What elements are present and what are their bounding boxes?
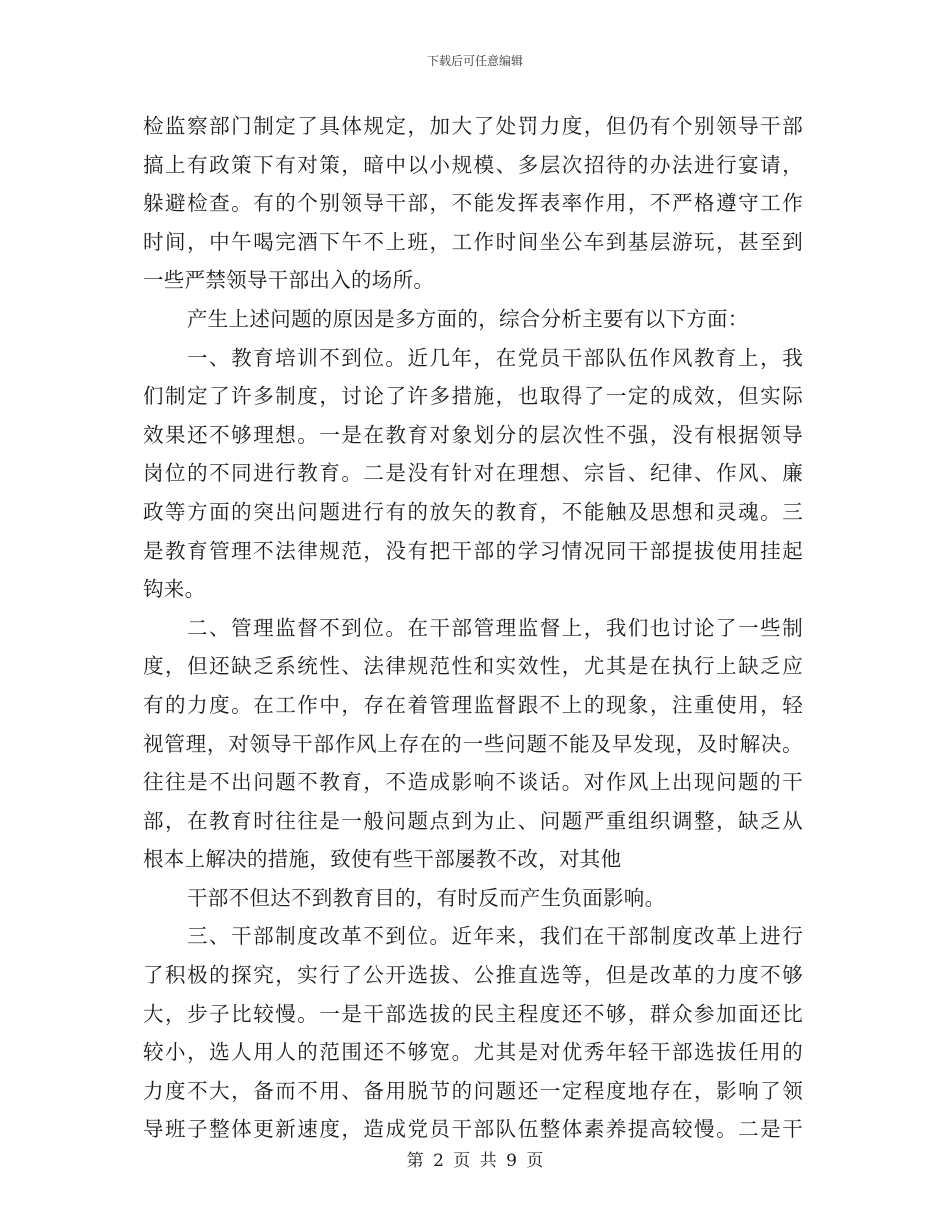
- text-line: 是教育管理不法律规范，没有把干部的学习情况同干部提拔使用挂起: [143, 538, 803, 563]
- text-line: 钩来。: [143, 577, 206, 602]
- text-line: 视管理，对领导干部作风上存在的一些问题不能及早发现，及时解决。: [143, 731, 803, 756]
- text-line: 部，在教育时往往是一般问题点到为止、问题严重组织调整，缺乏从: [143, 808, 803, 833]
- text-line: 一、教育培训不到位。近几年，在党员干部队伍作风教育上，我: [187, 345, 803, 370]
- text-line: 效果还不够理想。一是在教育对象划分的层次性不强，没有根据领导: [143, 422, 803, 447]
- document-body: [143, 107, 803, 1149]
- text-line: 度，但还缺乏系统性、法律规范性和实效性，尤其是在执行上缺乏应: [143, 654, 803, 679]
- text-line: 搞上有政策下有对策，暗中以小规模、多层次招待的办法进行宴请，: [143, 152, 803, 177]
- text-line: 一些严禁领导干部出入的场所。: [143, 268, 435, 293]
- text-line: 检监察部门制定了具体规定，加大了处罚力度，但仍有个别领导干部: [143, 114, 803, 138]
- text-line: 往往是不出问题不教育，不造成影响不谈话。对作风上出现问题的干: [143, 770, 803, 795]
- text-line: 产生上述问题的原因是多方面的，综合分析主要有以下方面：: [187, 306, 749, 331]
- text-line: 岗位的不同进行教育。二是没有针对在理想、宗旨、纪律、作风、廉: [143, 461, 803, 486]
- text-line: 大，步子比较慢。一是干部选拔的民主程度还不够，群众参加面还比: [143, 1001, 803, 1026]
- text-line: 有的力度。在工作中，存在着管理监督跟不上的现象，注重使用，轻: [143, 692, 803, 717]
- text-line: 三、干部制度改革不到位。近年来，我们在干部制度改革上进行: [187, 924, 803, 949]
- text-line: 力度不大，备而不用、备用脱节的问题还一定程度地存在，影响了领: [143, 1078, 803, 1103]
- text-line: 们制定了许多制度，讨论了许多措施，也取得了一定的成效，但实际: [143, 384, 803, 409]
- text-line: 了积极的探究，实行了公开选拔、公推直选等，但是改革的力度不够: [143, 963, 803, 988]
- text-line: 根本上解决的措施，致使有些干部屡教不改，对其他: [143, 847, 622, 872]
- page-number: 第 2 页 共 9 页: [406, 1151, 544, 1171]
- text-line: 政等方面的突出问题进行有的放矢的教育，不能触及思想和灵魂。三: [143, 499, 803, 524]
- text-line: 干部不但达不到教育目的，有时反而产生负面影响。: [187, 885, 666, 910]
- text-line: 二、管理监督不到位。在干部管理监督上，我们也讨论了一些制: [187, 615, 803, 640]
- text-line: 躲避检查。有的个别领导干部，不能发挥表率作用，不严格遵守工作: [143, 191, 803, 216]
- text-line: 时间，中午喝完酒下午不上班，工作时间坐公车到基层游玩，甚至到: [143, 229, 803, 254]
- text-line: 较小，选人用人的范围还不够宽。尤其是对优秀年轻干部选拔任用的: [143, 1040, 803, 1065]
- page-header: 下载后可任意编辑: [426, 54, 523, 68]
- text-line: 导班子整体更新速度，造成党员干部队伍整体素养提高较慢。二是干: [143, 1117, 803, 1142]
